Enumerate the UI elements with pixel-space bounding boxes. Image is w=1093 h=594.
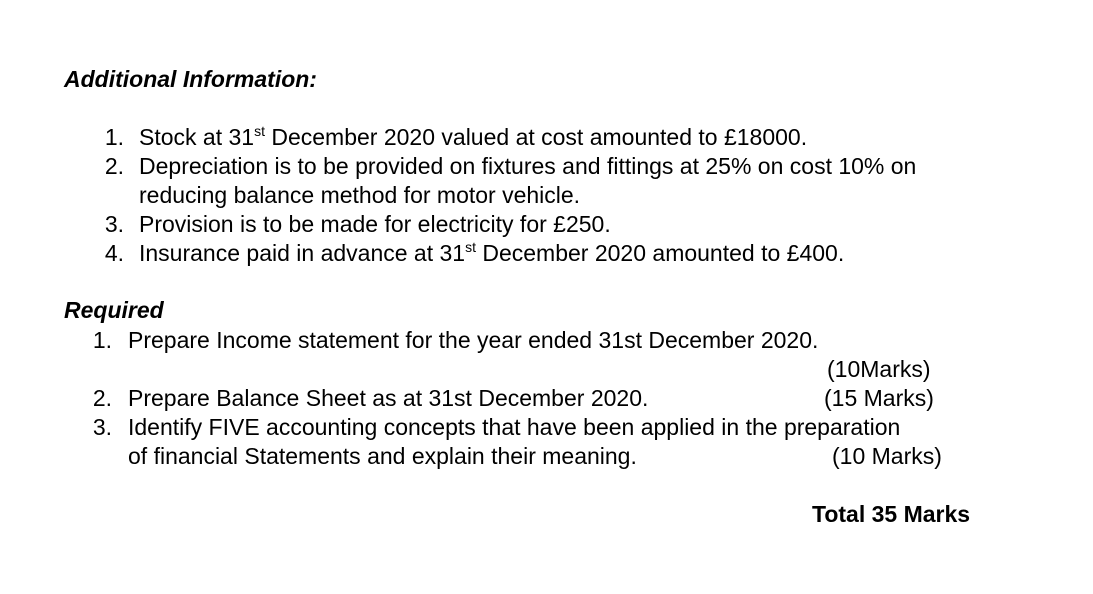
list-item-number: 3. — [92, 414, 112, 440]
list-item: Provision is to be made for electricity for £250. — [139, 211, 611, 237]
list-item-number: 1. — [104, 124, 124, 150]
list-item: Prepare Income statement for the year ended 31st December 2020. — [128, 327, 819, 353]
required-heading: Required — [64, 297, 164, 323]
marks-label: (10Marks) — [827, 356, 931, 382]
list-item-number: 2. — [92, 385, 112, 411]
list-item-text: Insurance paid in advance at 31 — [139, 240, 466, 266]
list-item: Prepare Balance Sheet as at 31st December 2020. — [128, 385, 649, 411]
list-item: Depreciation is to be provided on fixtures and fittings at 25% on cost 10% on — [139, 153, 917, 179]
ordinal-suffix: st — [465, 239, 476, 255]
list-item: Identify FIVE accounting concepts that have been applied in the preparation — [128, 414, 901, 440]
list-item-number: 1. — [92, 327, 112, 353]
list-item-number: 4. — [104, 240, 124, 266]
list-item-continuation: reducing balance method for motor vehicle. — [139, 182, 581, 208]
total-marks: Total 35 Marks — [812, 501, 971, 527]
list-item — [139, 123, 807, 152]
list-item — [139, 239, 844, 268]
list-item-number: 2. — [104, 153, 124, 179]
marks-label: (15 Marks) — [824, 385, 934, 411]
ordinal-suffix: st — [254, 123, 265, 139]
list-item-text: December 2020 valued at cost amounted to £18000. — [264, 124, 808, 150]
list-item-continuation: of financial Statements and explain their meaning. — [128, 443, 637, 469]
additional-info-heading: Additional Information: — [64, 66, 317, 92]
list-item-text: Stock at 31 — [139, 124, 255, 150]
list-item-number: 3. — [104, 211, 124, 237]
list-item-text: December 2020 amounted to £400. — [475, 240, 845, 266]
marks-label: (10 Marks) — [832, 443, 942, 469]
